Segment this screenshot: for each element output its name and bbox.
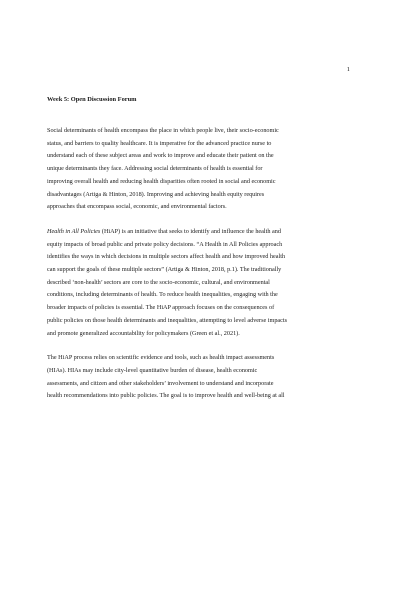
paragraph-line: understand each of these subject areas and work to improve and educate their patient on the [47,152,274,160]
paragraph-line: assessments, and citizen and other stakeholders’ involvement to understand and incorporate [47,379,274,387]
paragraph-line: described ‘non-health’ sectors are core to the socio-economic, cultural, and environmental [47,278,270,286]
italic-lead: Health in All Policies [47,227,101,235]
paragraph-line: public policies on those health determinants and inequalities, attempting to level adverse impacts [47,316,288,324]
paragraph-line: conditions, including determinants of health. To reduce health inequalities, engaging with the [47,291,278,299]
document-body [47,94,352,415]
paragraph-line: health recommendations into public policies. The goal is to improve health and well-being at all [47,392,285,400]
paragraph-line: disadvantages (Artiga & Hinton, 2018). Improving and achieving health equity requires [47,190,265,198]
paragraph-line: The HiAP process relies on scientific evidence and tools, such as health impact assessments [47,354,275,362]
paragraph-line: broader impacts of policies is essential. The HiAP approach focuses on the consequences of [47,304,275,312]
paragraph-line-rest: (HiAP) is an initiative that seeks to identify and influence the health and [100,227,281,235]
paragraph-line: equity impacts of broad public and private policy decisions. “A Health in All Policies approach [47,240,283,248]
paragraph-line: status, and barriers to quality healthcare. It is imperative for the advanced practice nurse to [47,139,272,147]
paragraph-line [47,226,352,239]
paragraph-line: improving overall health and reducing health disparities often rooted in social and economic [47,177,276,185]
paragraph-line: approaches that encompass social, economic, and environmental factors. [47,203,227,211]
paragraph-line: Social determinants of health encompass the place in which people live, their socio-economic [47,127,279,134]
paragraph-3 [47,352,352,403]
paragraph-line: unique determinants they face. Addressing social determinants of health is essential for [47,165,263,173]
paragraph-1 [47,125,352,214]
paragraph-line: identifies the ways in which decisions in multiple sectors affect health and how improved health [47,253,286,261]
paragraph-line: and promote generalized accountability for policymakers (Green et al., 2021). [47,329,240,337]
document-heading: Week 5: Open Discussion Forum [47,96,137,103]
paragraph-line: can support the goals of these multiple sectors” (Artiga & Hinton, 2018, p.1). The traditionally [47,266,282,274]
page-number: 1 [346,66,350,73]
paragraph-2 [47,226,352,340]
paragraph-line: (HIAs). HIAs may include city-level quantitative burden of disease, health economic [47,366,258,374]
